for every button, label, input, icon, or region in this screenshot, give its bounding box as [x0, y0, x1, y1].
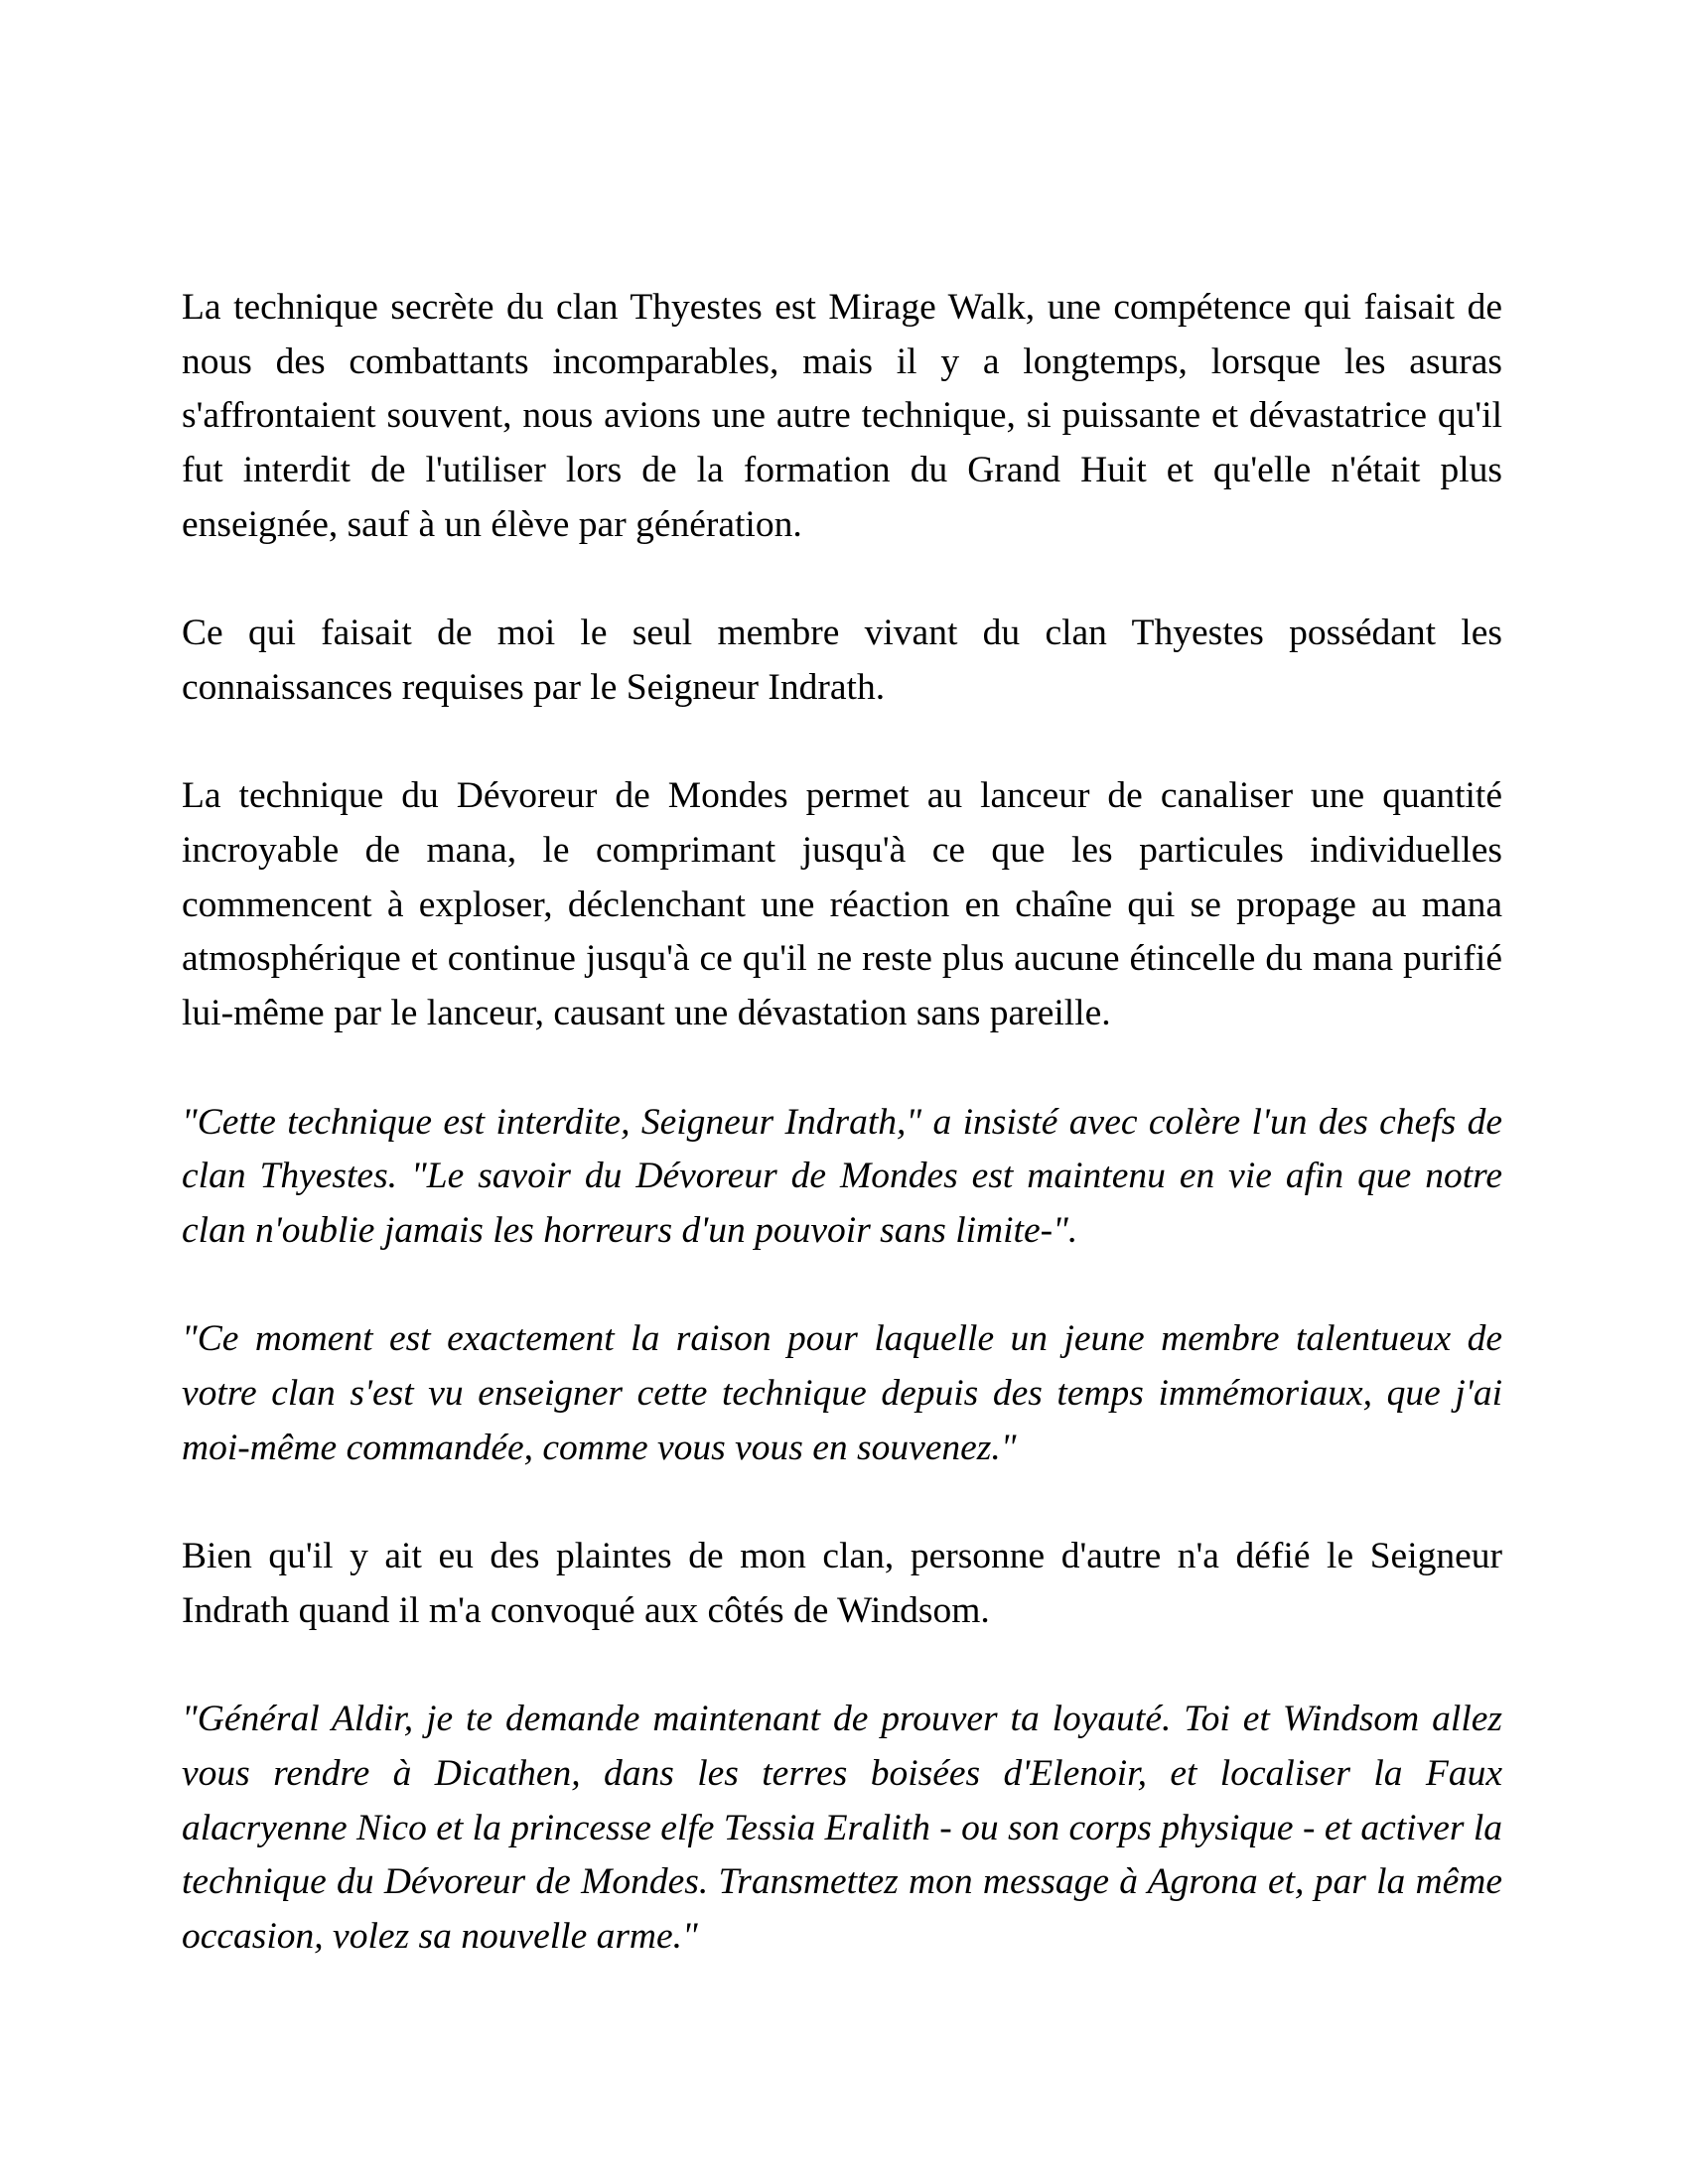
document-page: [182, 281, 1502, 2018]
paragraph-dialogue-clan-chief: "Cette technique est interdite, Seigneur Indrath," a insisté avec colère l'un des chefs de clan Thyestes. "Le savoir du Dévoreur de Mondes est maintenu en vie afin que notre clan n'oublie jamais les horreurs d'un pouvoir sans limite-".: [182, 1101, 1502, 1251]
paragraph-world-devourer: La technique du Dévoreur de Mondes permet au lanceur de canaliser une quantité incroyable de mana, le comprimant jusqu'à ce que les particules individuelles commencent à exploser, déclenchant une réaction en chaîne qui se propage au mana atmosphérique et continue jusqu'à ce qu'il ne reste plus aucune étincelle du mana purifié lui-même par le lanceur, causant une dévastation sans pareille.: [182, 775, 1502, 1034]
paragraph-last-member: Ce qui faisait de moi le seul membre vivant du clan Thyestes possédant les connaissances requises par le Seigneur Indrath.: [182, 613, 1502, 708]
paragraph-dialogue-indrath-order: "Général Aldir, je te demande maintenant de prouver ta loyauté. Toi et Windsom allez vous rendre à Dicathen, dans les terres boisées d'Elenoir, et localiser la Faux alacryenne Nico et la princesse elfe Tessia Eralith - ou son corps physique - et activer la technique du Dévoreur de Mondes. Transmettez mon message à Agrona et, par la même occasion, volez sa nouvelle arme.": [182, 1699, 1502, 1957]
paragraph-summoned: Bien qu'il y ait eu des plaintes de mon clan, personne d'autre n'a défié le Seigneur Indrath quand il m'a convoqué aux côtés de Windsom.: [182, 1536, 1502, 1631]
paragraph-dialogue-indrath-reply: "Ce moment est exactement la raison pour laquelle un jeune membre talentueux de votre clan s'est vu enseigner cette technique depuis des temps immémoriaux, que j'ai moi-même commandée, comme vous vous en souvenez.": [182, 1318, 1502, 1468]
paragraph-secret-technique: La technique secrète du clan Thyestes est Mirage Walk, une compétence qui faisait de nous des combattants incomparables, mais il y a longtemps, lorsque les asuras s'affrontaient souvent, nous avions une autre technique, si puissante et dévastatrice qu'il fut interdit de l'utiliser lors de la formation du Grand Huit et qu'elle n'était plus enseignée, sauf à un élève par génération.: [182, 287, 1502, 545]
